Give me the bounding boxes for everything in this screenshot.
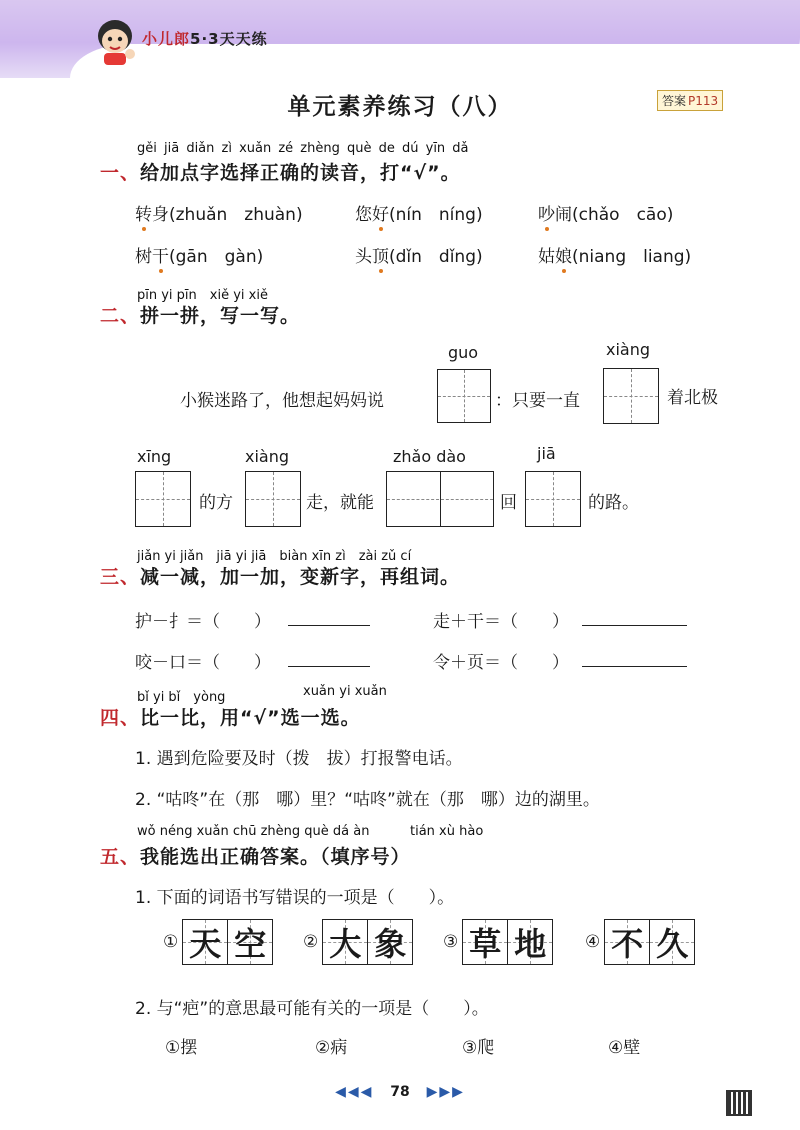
prev-arrows-icon: ◀◀◀ [335,1084,374,1100]
q2-line2-a: 的方 [199,493,233,513]
q1-heading: 一、给加点字选择正确的读音，打“√”。 [100,162,461,184]
q3-pinyin: jiǎn yi jiǎn jiā yi jiā biàn xīn zì zài zǔ cí [137,549,412,564]
answer-tag: 答案 P113 [657,90,723,111]
q2-box-pinyin-3: xīng [137,447,172,466]
q2-box-jia[interactable] [525,471,581,527]
q4-heading: 四、比一比，用“√”选一选。 [100,707,361,729]
q5-sub-2: 2. 与“疤”的意思最可能有关的一项是（ ）。 [135,999,489,1019]
q2-line2-c: 回 [500,493,517,513]
q2-line1-a: 小猴迷路了，他想起妈妈说 [180,391,384,411]
q2-pinyin: pīn yi pīn xiě yi xiě [137,288,268,303]
q1-item-3: 吵闹(chǎo cāo) [538,205,674,225]
mascot-icon [92,14,138,66]
q2-heading: 二、拼一拼，写一写。 [100,305,301,327]
q2-box-pinyin-2: xiàng [606,340,651,359]
q4-pinyin-a: bǐ yi bǐ yòng [137,690,226,705]
page-footer [0,1084,800,1100]
qr-code-icon [726,1090,752,1116]
q4-pinyin-b: xuǎn yi xuǎn [303,684,387,699]
q5-word-2: ② 大 象 [303,919,413,965]
q1-item-4: 树干(gān gàn) [135,247,264,267]
q3-blank-4[interactable] [582,666,687,667]
q1-item-2: 您好(nín níng) [355,205,483,225]
q2-box-zhaodao[interactable] [386,471,494,527]
q5-option-2: ②病 [315,1038,348,1058]
q2-box-pinyin-4: xiàng [245,447,290,466]
q1-item-6: 姑娘(niang liang) [538,247,692,267]
q3-item-2: 走＋干＝（ ） [433,612,569,632]
q1-item-5: 头顶(dǐn dǐng) [355,247,483,267]
q1-item-1: 转身(zhuǎn zhuàn) [135,205,303,225]
q5-word-3: ③ 草 地 [443,919,553,965]
q2-box-xiang-1[interactable] [603,368,659,424]
q3-blank-1[interactable] [288,625,370,626]
q2-line1-c: 着北极 [667,388,718,408]
q5-word-1: ① 天 空 [163,919,273,965]
q5-sub-1: 1. 下面的词语书写错误的一项是（ ）。 [135,888,455,908]
q4-item-1: 1. 遇到危险要及时（拨 拔）打报警电话。 [135,749,463,769]
q3-blank-2[interactable] [582,625,687,626]
brand-logo: 小儿郎5·3天天练 [142,30,268,48]
q2-box-xing[interactable] [135,471,191,527]
q2-box-pinyin-6: jiā [537,444,556,463]
q2-box-xiang-2[interactable] [245,471,301,527]
q5-word-4: ④ 不 久 [585,919,695,965]
q5-option-1: ①摆 [165,1038,198,1058]
q5-pinyin-b: tián xù hào [410,824,484,839]
q3-blank-3[interactable] [288,666,370,667]
q2-box-pinyin-5: zhǎo dào [393,447,466,466]
q2-line1-b: ：只要一直 [495,391,580,411]
page-title: 单元素养练习（八） [287,94,513,120]
q5-option-4: ④壁 [608,1038,641,1058]
next-arrows-icon: ▶▶▶ [426,1084,465,1100]
q3-heading: 三、减一减，加一加，变新字，再组词。 [100,566,461,588]
q5-pinyin-a: wǒ néng xuǎn chū zhèng què dá àn [137,824,370,839]
q1-pinyin: gěi jiā diǎn zì xuǎn zé zhèng què de dú yīn dǎ [137,141,469,156]
q3-item-3: 咬－口＝（ ） [135,653,271,673]
q3-item-4: 令＋页＝（ ） [433,653,569,673]
q2-box-pinyin-1: guo [448,343,479,362]
q5-heading: 五、我能选出正确答案。（填序号） [100,846,411,868]
q4-item-2: 2. “咕咚”在（那 哪）里？“咕咚”就在（那 哪）边的湖里。 [135,790,600,810]
page-number: 78 [390,1084,410,1100]
q2-line2-d: 的路。 [588,493,639,513]
q2-line2-b: 走，就能 [306,493,374,513]
header-curve [70,44,800,84]
q2-box-guo[interactable] [437,369,491,423]
q5-option-3: ③爬 [462,1038,495,1058]
q3-item-1: 护－扌＝（ ） [135,612,271,632]
